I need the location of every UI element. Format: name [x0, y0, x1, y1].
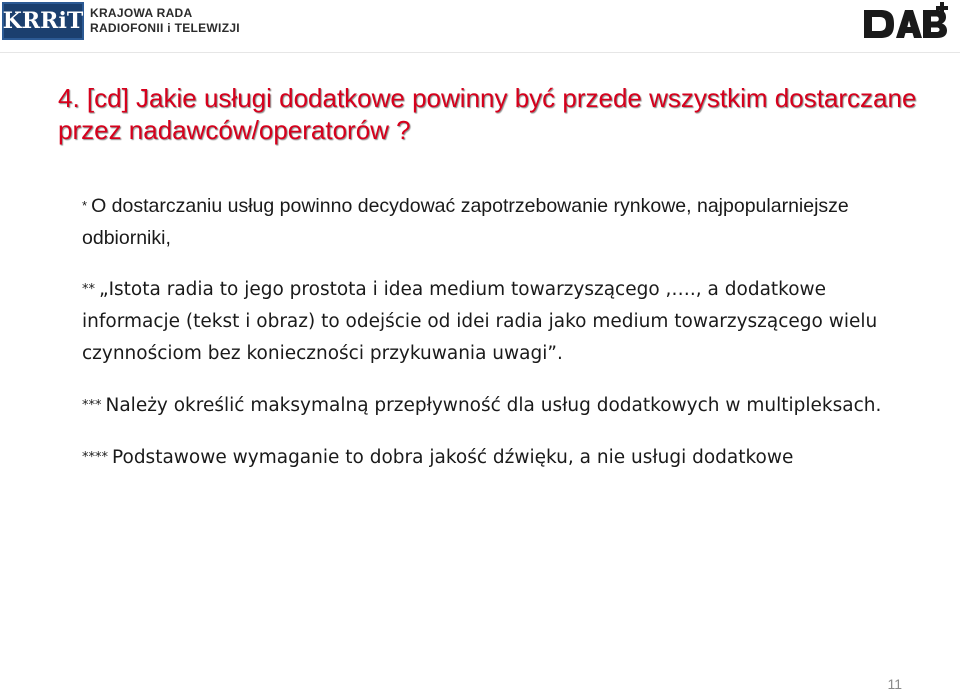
bullet-text-1: O dostarczaniu usług powinno decydować zapotrzebowanie rynkowe, najpopularniejsze odbiorniki, — [82, 195, 849, 249]
bullet-text-3: Należy określić maksymalną przepływność dla usług dodatkowych w multipleksach. — [105, 395, 882, 416]
krrit-logo — [2, 2, 84, 40]
bullet-marker-4: **** — [82, 450, 108, 465]
organization-name — [90, 6, 240, 36]
bullet-text-2: „Istota radia to jego prostota i idea medium towarzyszącego ,…., a dodatkowe informacje (tekst i obraz) to odejście od idei radia jako medium towarzyszącego wielu czynnościom bez konieczności przykuwania uwagi”. — [82, 279, 878, 364]
bullet-marker-2: ** — [82, 282, 95, 297]
organization-name-line1: KRAJOWA RADA — [90, 6, 193, 20]
page-number: 11 — [887, 676, 902, 692]
bullet-item-2 — [82, 274, 902, 370]
slide-title: 4. [cd] Jakie usługi dodatkowe powinny być przede wszystkim dostarczane przez nadawców/operatorów ? — [58, 83, 917, 145]
bullet-text-4: Podstawowe wymaganie to dobra jakość dźwięku, a nie usługi dodatkowe — [112, 447, 794, 468]
header-divider — [0, 52, 960, 53]
dab-plus-logo — [862, 2, 952, 42]
bullet-item-3 — [82, 390, 902, 422]
krrit-logo-text: KRRiT — [2, 8, 84, 34]
slide-content — [82, 190, 902, 474]
bullet-marker-1: * — [82, 198, 88, 213]
bullet-item-1 — [82, 190, 902, 254]
bullet-item-4 — [82, 442, 902, 474]
organization-name-line2: RADIOFONII i TELEWIZJI — [90, 21, 240, 35]
slide-header — [0, 0, 960, 50]
bullet-marker-3: *** — [82, 398, 102, 413]
